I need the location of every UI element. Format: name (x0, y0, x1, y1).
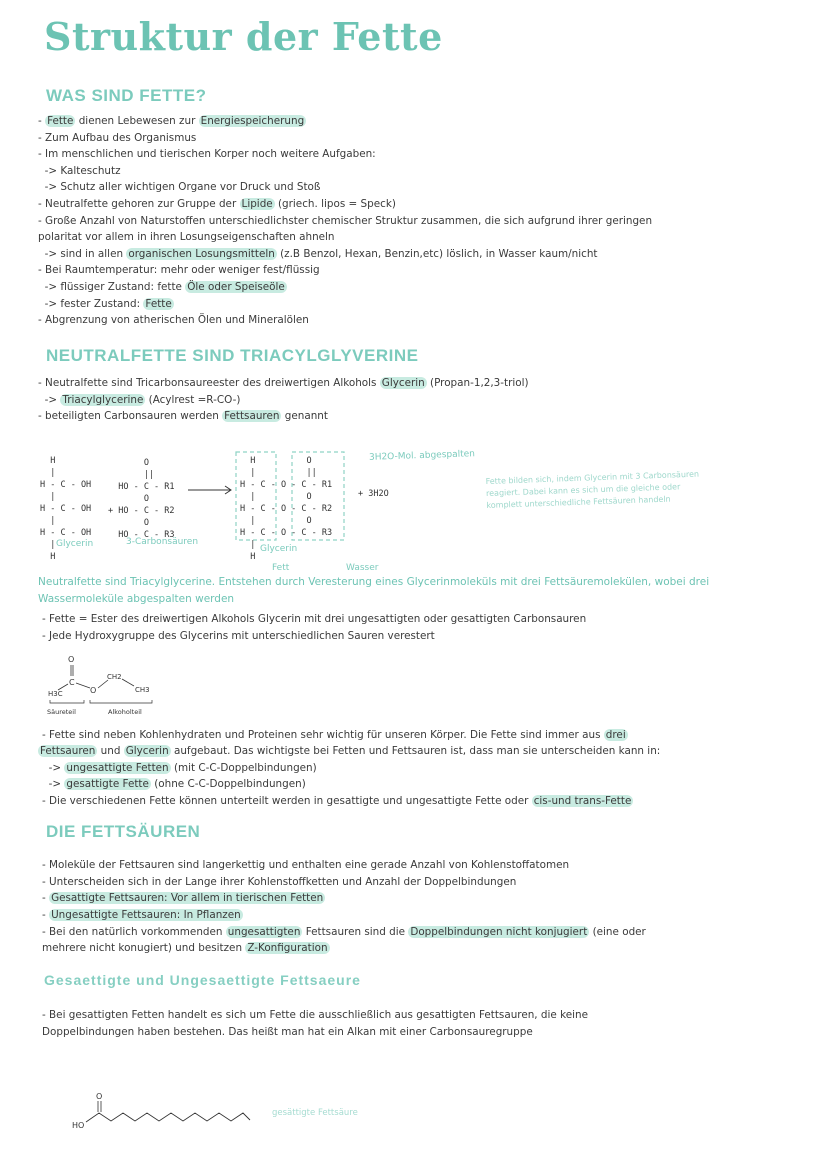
reaction-note: Fette bilden sich, indem Glycerin mit 3 Carbonsäuren reagiert. Dabei kann es sich um die gleiche oder komplett unterschiedliche Fettsäuren handeln (485, 469, 700, 511)
svg-text:H3C: H3C (48, 690, 63, 698)
s3-line-5: - Bei den natürlich vorkommenden ungesattigten Fettsauren sind die Doppelbindungen nicht konjugiert (eine oder (42, 926, 646, 938)
list-line: - Große Anzahl von Naturstoffen unterschiedlichster chemischer Struktur zusammen, die sich aufgrund ihrer geringen (38, 214, 653, 227)
list-line: -> sind in allen organischen Losungsmitteln (z.B Benzol, Hexan, Benzin,etc) löslich, in Wasser kaum/nicht (38, 247, 598, 260)
list-line: -> Kalteschutz (38, 164, 121, 177)
section-2-list (38, 377, 529, 427)
alkoholteil-label: Alkoholteil (108, 708, 142, 716)
para-line-5: - Die verschiedenen Fette können unterteilt werden in gesattigte und ungesattigte Fette oder cis-und trans-Fette (42, 795, 632, 807)
saeureteil-label: Säureteil (47, 708, 76, 716)
plus-water: + 3H2O (358, 489, 389, 499)
list-line: -> flüssiger Zustand: fette Öle oder Speiseöle (38, 280, 285, 293)
list-line: -> fester Zustand: Fette (38, 297, 172, 310)
list-line: - Gesattigte Fettsauren: Vor allem in tierischen Fetten (42, 892, 324, 905)
list-line: -> Schutz aller wichtigen Organe vor Druck und Stoß (38, 181, 321, 194)
svg-text:C: C (69, 678, 75, 687)
list-line: - Zum Aufbau des Organismus (38, 131, 197, 144)
para-line-3: -> ungesattigte Fetten (mit C-C-Doppelbindungen) (42, 762, 317, 774)
list-line: - Fette = Ester des dreiwertigen Alkohols Glycerin mit drei ungesattigten oder gesattigten Carbonsauren (42, 613, 587, 625)
triacylglycerin-structure: H O | || H - C - O - C - R1 | O H - C - O - C - R2 | O H - C - O - C - R3 | H (240, 456, 333, 562)
wasser-label: Wasser (346, 563, 379, 573)
para-line-4: -> gesattigte Fette (ohne C-C-Doppelbindungen) (42, 778, 306, 790)
list-line: polaritat vor allem in ihren Losungseigenschaften ahneln (38, 231, 335, 244)
list-line: - beteiligten Carbonsauren werden Fettsauren genannt (38, 410, 328, 423)
acids-label: 3-Carbonsäuren (126, 537, 199, 547)
carboxylic-acids-structure: O || HO - C - R1 O + HO - C - R2 O HO - C - R3 (108, 458, 175, 540)
glycerin-label: Glycerin (56, 539, 94, 549)
summary-text: Neutralfette sind Triacylglycerine. Entstehen durch Veresterung eines Glycerinmoleküls mit drei Fettsäuremolekülen, wobei drei Wassermoleküle abgespalten werden (38, 576, 710, 605)
hydroxyl-label: HO (72, 1121, 85, 1130)
list-line: - Neutralfette sind Tricarbonsaureester des dreiwertigen Alkohols Glycerin (Propan-1,2,3-triol) (38, 377, 529, 389)
section-heading-fettsaeuren: DIE FETTSÄUREN (46, 822, 201, 841)
reaction-arrow-icon (186, 484, 236, 496)
list-line: - Neutralfette gehoren zur Gruppe der Lipide (griech. lipos = Speck) (38, 197, 396, 210)
section-heading-gesaettigte: Gesaettigte und Ungesaettigte Fettsaeure (44, 972, 361, 988)
figure-label: gesättigte Fettsäure (272, 1108, 358, 1118)
section-heading-was-sind-fette: WAS SIND FETTE? (46, 86, 207, 105)
s4-line-2: Doppelbindungen haben bestehen. Das heißt man hat ein Alkan mit einer Carbonsauregruppe (42, 1026, 533, 1038)
section-3-list (42, 859, 569, 925)
para-line-1: - Fette sind neben Kohlenhydraten und Proteinen sehr wichtig für unseren Körper. Die Fette sind immer aus drei (42, 729, 626, 741)
section-heading-neutralfette: NEUTRALFETTE SIND TRIACYLGLYVERINE (46, 346, 419, 365)
svg-text:O: O (68, 655, 75, 664)
water-split-label: 3H2O-Mol. abgespalten (368, 449, 476, 463)
svg-text:CH3: CH3 (135, 686, 150, 694)
product-glycerin-label: Glycerin (260, 544, 298, 554)
saturated-fatty-acid-structure (68, 1088, 258, 1133)
oxygen-atom: O (96, 1092, 103, 1101)
list-line: - Im menschlichen und tierischen Korper noch weitere Aufgaben: (38, 148, 376, 161)
page-title: Struktur der Fette (44, 14, 443, 59)
section-2-list-b (42, 613, 586, 646)
glycerin-structure: H | H - C - OH | H - C - OH | H - C - OH | H (40, 456, 92, 562)
s3-line-6: mehrere nicht konugiert) und besitzen Z-Konfiguration (42, 942, 328, 954)
svg-text:CH2: CH2 (107, 673, 122, 681)
list-line: - Moleküle der Fettsauren sind langerkettig und enthalten eine gerade Anzahl von Kohlenstoffatomen (42, 859, 570, 871)
section-1-list (38, 115, 652, 331)
list-line: - Unterscheiden sich in der Lange ihrer Kohlenstoffketten und Anzahl der Doppelbindungen (42, 875, 517, 888)
fett-label: Fett (272, 563, 290, 573)
s4-line-1: - Bei gesattigten Fetten handelt es sich um Fette die ausschließlich aus gesattigten Fettsauren, die keine (42, 1009, 588, 1021)
list-line: - Ungesattigte Fettsauren: In Pflanzen (42, 908, 241, 921)
list-line: - Abgrenzung von atherischen Ölen und Mineralölen (38, 314, 309, 327)
list-line: - Bei Raumtemperatur: mehr oder weniger fest/flüssig (38, 264, 320, 277)
list-line: - Fette dienen Lebewesen zur Energiespeicherung (38, 115, 305, 127)
para-line-2: Fettsauren und Glycerin aufgebaut. Das wichtigste bei Fetten und Fettsauren ist, dass man sie unterscheiden kann in: (40, 745, 661, 757)
list-line: - Jede Hydroxygruppe des Glycerins mit unterschiedlichen Sauren verestert (42, 629, 435, 642)
svg-text:O: O (90, 686, 97, 695)
list-line: -> Triacylglycerine (Acylrest =R-CO-) (38, 393, 241, 406)
